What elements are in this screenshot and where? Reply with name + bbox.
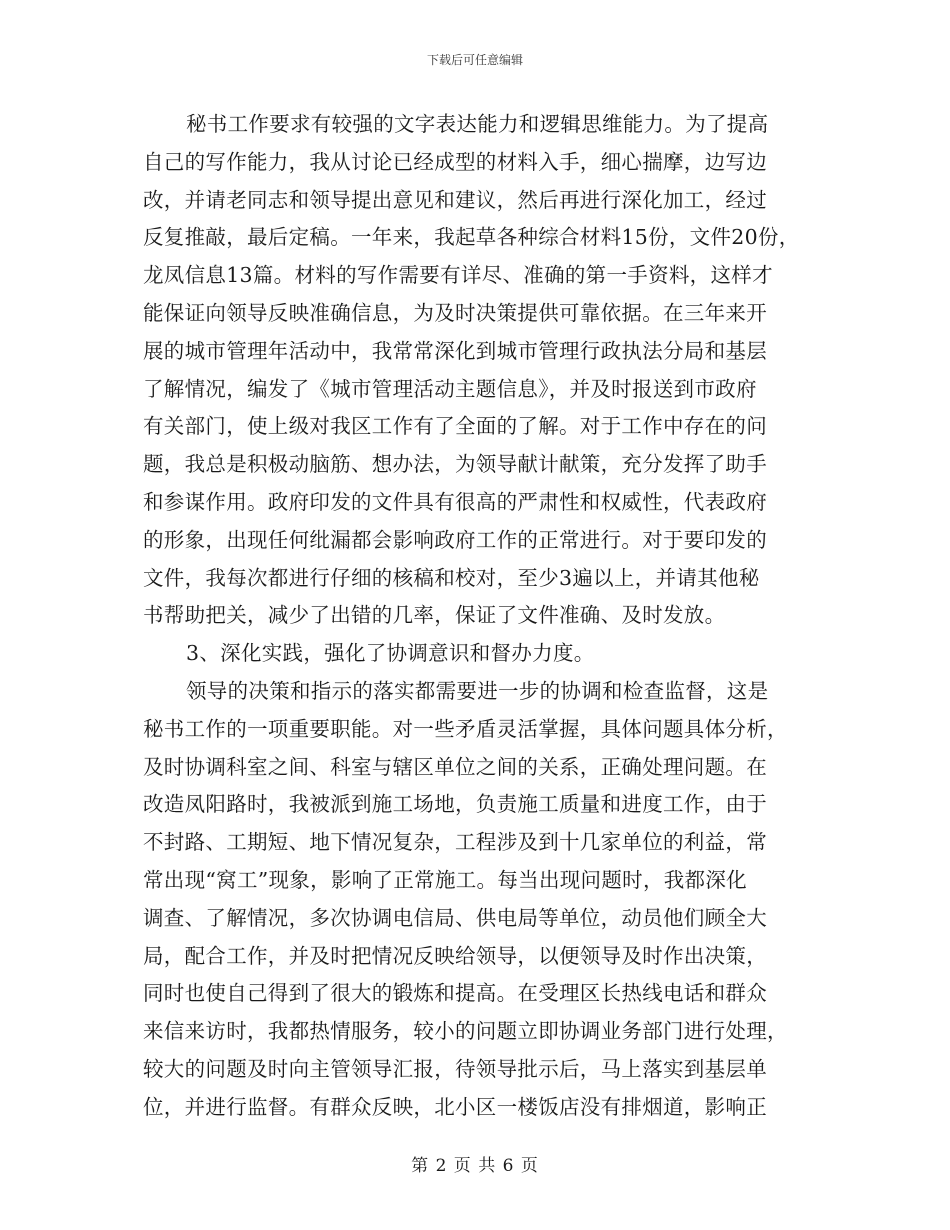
text-line: 改造凤阳路时，我被派到施工场地，负责施工质量和进度工作，由于	[143, 792, 767, 817]
text-line: 改，并请老同志和领导提出意见和建议，然后再进行深化加工，经过	[143, 187, 767, 212]
text-line: 有关部门，使上级对我区工作有了全面的了解。对于工作中存在的问	[143, 414, 767, 439]
text-line: 展的城市管理年活动中，我常常深化到城市管理行政执法分局和基层	[143, 338, 767, 363]
text-line: 来信来访时，我都热情服务，较小的问题立即协调业务部门进行处理，	[143, 1019, 788, 1044]
text-line: 秘书工作的一项重要职能。对一些矛盾灵活掌握，具体问题具体分析，	[143, 716, 788, 741]
text-line: 同时也使自己得到了很大的锻炼和提高。在受理区长热线电话和群众	[143, 981, 767, 1006]
text-line: 文件，我每次都进行仔细的核稿和校对，至少3遍以上，并请其他秘	[143, 565, 760, 590]
page-header-note: 下载后可任意编辑	[426, 53, 523, 67]
text-line: 局，配合工作，并及时把情况反映给领导，以便领导及时作出决策，	[143, 943, 767, 968]
text-line: 题，我总是积极动脑筋、想办法，为领导献计献策，充分发挥了助手	[143, 452, 767, 477]
text-line: 常出现“窝工”现象，影响了正常施工。每当出现问题时，我都深化	[143, 867, 747, 892]
text-line: 能保证向领导反映准确信息，为及时决策提供可靠依据。在三年来开	[143, 300, 767, 325]
text-line: 位，并进行监督。有群众反映，北小区一楼饭店没有排烟道，影响正	[143, 1094, 767, 1119]
text-line: 反复推敲，最后定稿。一年来，我起草各种综合材料15份，文件20份，	[143, 225, 800, 250]
text-line: 的形象，出现任何纰漏都会影响政府工作的正常进行。对于要印发的	[143, 527, 767, 552]
document-body	[143, 106, 823, 1127]
text-line: 及时协调科室之间、科室与辖区单位之间的关系，正确处理问题。在	[143, 754, 767, 779]
section-heading: 3、深化实践，强化了协调意识和督办力度。	[186, 641, 595, 666]
text-line: 龙凤信息13篇。材料的写作需要有详尽、准确的第一手资料，这样才	[143, 263, 773, 288]
text-line: 领导的决策和指示的落实都需要进一步的协调和检查监督，这是	[186, 678, 769, 703]
text-line: 自己的写作能力，我从讨论已经成型的材料入手，细心揣摩，边写边	[143, 149, 767, 174]
text-line: 和参谋作用。政府印发的文件具有很高的严肃性和权威性，代表政府	[143, 489, 767, 514]
text-line: 调查、了解情况，多次协调电信局、供电局等单位，动员他们顾全大	[143, 905, 767, 930]
text-line: 不封路、工期短、地下情况复杂，工程涉及到十几家单位的利益，常	[143, 830, 767, 855]
page-number: 第 2 页 共 6 页	[411, 1156, 539, 1176]
text-line: 书帮助把关，减少了出错的几率，保证了文件准确、及时发放。	[143, 603, 726, 628]
text-line: 秘书工作要求有较强的文字表达能力和逻辑思维能力。为了提高	[186, 112, 769, 136]
text-line: 较大的问题及时向主管领导汇报，待领导批示后，马上落实到基层单	[143, 1056, 767, 1081]
text-line: 了解情况，编发了《城市管理活动主题信息》，并及时报送到市政府	[143, 376, 757, 401]
